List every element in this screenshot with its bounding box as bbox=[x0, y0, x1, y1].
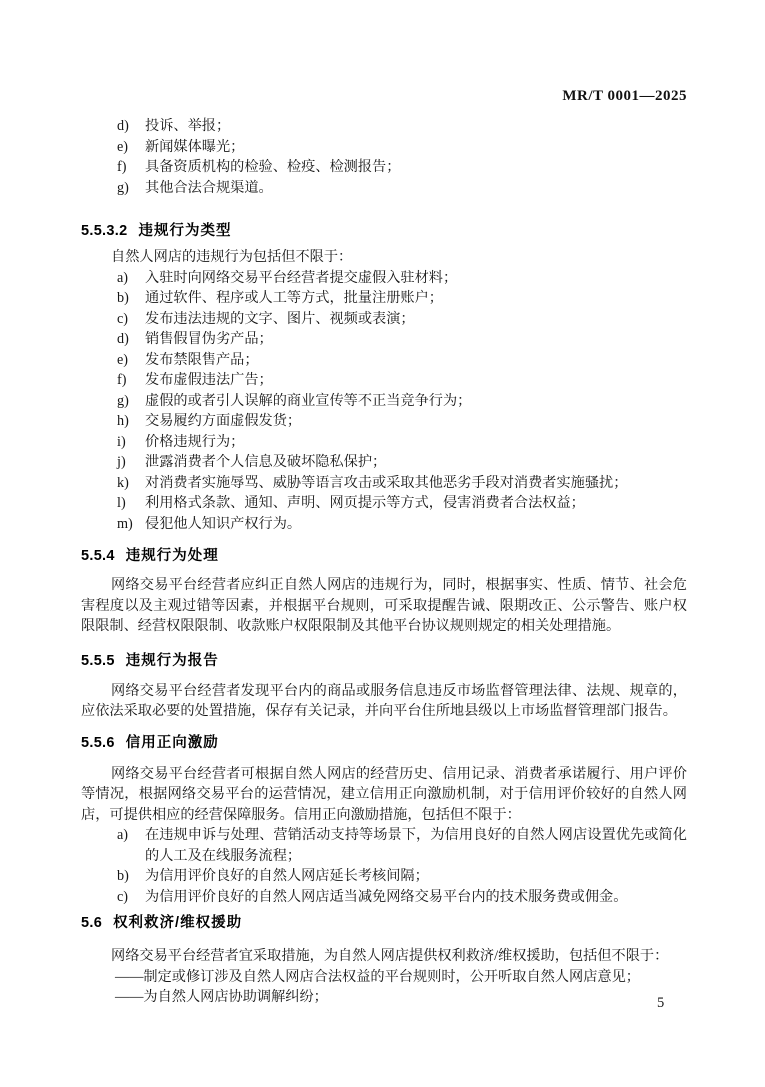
list-item bbox=[117, 137, 687, 158]
list-item-text: 入驻时向网络交易平台经营者提交虚假入驻材料； bbox=[145, 269, 458, 286]
channel-list-continued bbox=[81, 116, 687, 198]
list-marker: d) bbox=[117, 331, 129, 347]
list-item bbox=[117, 411, 687, 432]
section-heading-5.6 bbox=[81, 913, 687, 933]
section-paragraph: 网络交易平台经营者可根据自然人网店的经营历史、信用记录、消费者承诺履行、用户评价等情况，根据网络交易平台的运营情况，建立信用正向激励机制，对于信用评价较好的自然人网店，可提供相应的经营保障服务。信用正向激励措施，包括但不限于： bbox=[81, 765, 687, 823]
list-item bbox=[117, 391, 687, 412]
list-item bbox=[117, 514, 687, 535]
list-item bbox=[117, 452, 687, 473]
list-item-text: 价格违规行为； bbox=[145, 433, 245, 450]
list-item-text: 侵犯他人知识产权行为。 bbox=[145, 515, 302, 532]
section-number: 5.5.3.2 bbox=[81, 223, 128, 239]
list-marker: g) bbox=[117, 179, 129, 196]
list-item bbox=[117, 268, 687, 289]
list-item-text: 发布禁限售产品； bbox=[145, 351, 259, 368]
list-marker: d) bbox=[117, 118, 129, 134]
section-number: 5.5.6 bbox=[81, 734, 115, 751]
page-content bbox=[81, 116, 687, 1008]
list-marker: f) bbox=[117, 159, 127, 175]
list-marker: c) bbox=[117, 310, 129, 327]
section-title: 违规行为处理 bbox=[125, 548, 219, 564]
section-number: 5.5.4 bbox=[81, 548, 115, 564]
list-item-text: 为信用评价良好的自然人网店延长考核间隔； bbox=[145, 868, 429, 884]
section-heading-5.5.6 bbox=[81, 733, 687, 753]
section-number: 5.6 bbox=[81, 915, 103, 931]
section-title: 信用正向激励 bbox=[125, 734, 219, 751]
section-paragraph: 网络交易平台经营者应纠正自然人网店的违规行为，同时，根据事实、性质、情节、社会危害程度以及主观过错等因素，并根据平台规则，可采取提醒告诫、限期改正、公示警告、账户权限限制、经营权限限制、收款账户权限限制及其他平台协议规则规定的相关处理措施。 bbox=[81, 577, 687, 634]
list-item-text: 发布违法违规的文字、图片、视频或表演； bbox=[145, 310, 415, 327]
list-marker: a) bbox=[117, 827, 129, 843]
list-item bbox=[117, 288, 687, 309]
list-marker: i) bbox=[117, 433, 126, 450]
list-item bbox=[117, 350, 687, 371]
list-item-text: 其他合法合规渠道。 bbox=[145, 179, 273, 196]
list-item-text: 发布虚假违法广告； bbox=[145, 372, 273, 388]
list-item-text: 投诉、举报； bbox=[145, 118, 231, 134]
dash-list-item: ——为自然人网店协助调解纠纷； bbox=[115, 989, 328, 1005]
list-item bbox=[117, 157, 687, 178]
list-marker: m) bbox=[117, 515, 133, 532]
section-number: 5.5.5 bbox=[81, 652, 115, 669]
list-marker: f) bbox=[117, 372, 127, 388]
list-item-text: 在违规申诉与处理、营销活动支持等场景下，为信用良好的自然人网店设置优先或简化的人工及在线服务流程； bbox=[145, 827, 687, 864]
list-item bbox=[117, 887, 687, 908]
list-item bbox=[117, 329, 687, 350]
list-item-text: 新闻媒体曝光； bbox=[145, 138, 245, 155]
page-number: 5 bbox=[657, 995, 665, 1011]
list-item-text: 交易履约方面虚假发货； bbox=[145, 413, 302, 429]
list-item-text: 对消费者实施辱骂、威胁等语言攻击或采取其他恶劣手段对消费者实施骚扰； bbox=[145, 474, 628, 491]
list-item-text: 泄露消费者个人信息及破坏隐私保护； bbox=[145, 454, 387, 470]
list-item bbox=[117, 866, 687, 887]
list-item-text: 虚假的或者引人误解的商业宣传等不正当竞争行为； bbox=[145, 392, 472, 409]
section-intro: 自然人网店的违规行为包括但不限于： bbox=[111, 249, 353, 265]
list-item-text: 销售假冒伪劣产品； bbox=[145, 331, 273, 347]
list-marker: g) bbox=[117, 392, 129, 409]
list-item bbox=[117, 309, 687, 330]
section-heading-5.5.4 bbox=[81, 546, 687, 566]
section-paragraph: 网络交易平台经营者发现平台内的商品或服务信息违反市场监督管理法律、法规、规章的，应依法采取必要的处置措施，保存有关记录，并向平台住所地县级以上市场监督管理部门报告。 bbox=[81, 682, 687, 719]
list-item bbox=[117, 825, 687, 866]
section-title: 权利救济/维权援助 bbox=[113, 915, 243, 931]
doc-code: MR/T 0001—2025 bbox=[562, 88, 687, 104]
list-marker: a) bbox=[117, 269, 129, 286]
list-item-text: 具备资质机构的检验、检疫、检测报告； bbox=[145, 159, 401, 175]
section-heading-5.5.3.2 bbox=[81, 221, 687, 241]
list-marker: e) bbox=[117, 351, 129, 368]
section-title: 违规行为报告 bbox=[125, 652, 219, 669]
list-item-text: 通过软件、程序或人工等方式，批量注册账户； bbox=[145, 290, 443, 306]
list-item-text: 为信用评价良好的自然人网店适当减免网络交易平台内的技术服务费或佣金。 bbox=[145, 888, 628, 905]
list-marker: h) bbox=[117, 413, 129, 429]
violation-type-list bbox=[81, 268, 687, 535]
list-item bbox=[117, 432, 687, 453]
list-item bbox=[117, 116, 687, 137]
list-marker: l) bbox=[117, 495, 126, 511]
list-marker: j) bbox=[117, 454, 126, 470]
list-marker: b) bbox=[117, 868, 129, 884]
list-item bbox=[117, 178, 687, 199]
list-item bbox=[117, 370, 687, 391]
list-item bbox=[117, 473, 687, 494]
section-heading-5.5.5 bbox=[81, 651, 687, 671]
list-item bbox=[117, 493, 687, 514]
list-marker: e) bbox=[117, 138, 129, 155]
section-title: 违规行为类型 bbox=[138, 223, 232, 239]
list-marker: b) bbox=[117, 290, 129, 306]
list-item-text: 利用格式条款、通知、声明、网页提示等方式，侵害消费者合法权益； bbox=[145, 495, 585, 511]
incentive-measure-list bbox=[81, 825, 687, 907]
dash-list-item: ——制定或修订涉及自然人网店合法权益的平台规则时，公开听取自然人网店意见； bbox=[115, 968, 640, 985]
list-marker: k) bbox=[117, 474, 129, 491]
section-paragraph: 网络交易平台经营者宜采取措施，为自然人网店提供权利救济/维权援助，包括但不限于： bbox=[111, 948, 669, 964]
list-marker: c) bbox=[117, 888, 129, 905]
